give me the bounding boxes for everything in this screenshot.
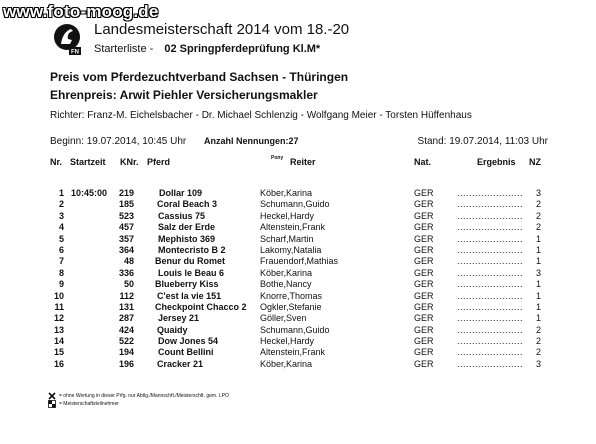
cell-nation: GER	[414, 188, 434, 198]
cell-nr: 4	[58, 222, 64, 233]
table-row	[0, 234, 596, 245]
cell-rider: Köber,Karina	[260, 188, 313, 198]
entries-count: Anzahl Nennungen:27	[204, 136, 299, 146]
col-start: Startzeit	[70, 157, 106, 167]
table-row	[0, 245, 596, 256]
cell-horse: Dollar 109	[159, 188, 203, 198]
col-nz: NZ	[529, 157, 541, 167]
cell-nz: 1	[535, 244, 541, 255]
cell-nr: 14	[53, 336, 64, 347]
cell-nation: GER	[414, 336, 434, 347]
cell-result: ......................	[457, 301, 524, 312]
cell-nr: 6	[58, 244, 64, 255]
cell-nr: 3	[58, 210, 64, 221]
competition-name: 02 Springpferdeprüfung Kl.M*	[164, 43, 321, 55]
cell-start-time: 10:45:00	[71, 188, 108, 198]
cell-knr: 48	[123, 256, 134, 267]
cell-result: ......................	[457, 324, 524, 335]
cell-nz: 1	[535, 256, 541, 267]
cell-nr: 7	[58, 256, 64, 267]
cell-rider: Lakomy,Natalia	[260, 244, 322, 255]
cell-result: ......................	[457, 290, 524, 301]
col-nr: Nr.	[50, 157, 63, 167]
cell-nation: GER	[414, 233, 434, 244]
cell-horse: Cracker 21	[157, 358, 204, 369]
table-row	[0, 313, 596, 324]
cell-horse: Coral Beach 3	[157, 199, 218, 210]
cell-nz: 3	[535, 188, 541, 198]
cell-nz: 2	[535, 199, 541, 210]
cell-knr: 522	[118, 336, 134, 347]
cell-result: ......................	[457, 256, 524, 267]
cell-rider: Altenstein,Frank	[260, 222, 326, 233]
cell-nr: 15	[53, 347, 64, 358]
cell-knr: 219	[118, 188, 134, 198]
page-title: Landesmeisterschaft 2014 vom 18.-20	[94, 21, 350, 38]
col-knr: KNr.	[120, 157, 139, 167]
cell-result: ......................	[457, 358, 524, 369]
cell-nr: 2	[58, 199, 64, 210]
cell-nr: 11	[54, 301, 64, 312]
begin-time: Beginn: 19.07.2014, 10:45 Uhr	[50, 136, 187, 147]
cell-knr: 112	[119, 290, 134, 301]
cell-nation: GER	[414, 290, 434, 301]
cell-horse: Cassius 75	[158, 210, 206, 221]
cell-knr: 50	[123, 279, 134, 290]
table-row	[0, 188, 596, 199]
cell-horse: Jersey 21	[158, 313, 200, 324]
cell-horse: Montecristo B 2	[158, 244, 226, 255]
cell-nz: 1	[535, 233, 541, 244]
cell-knr: 287	[118, 313, 134, 324]
status-time: Stand: 19.07.2014, 11:03 Uhr	[417, 136, 548, 147]
cell-rider: Scharf,Martin	[260, 233, 314, 244]
cell-nr: 16	[53, 358, 64, 369]
cell-knr: 457	[118, 222, 134, 233]
cell-nz: 2	[535, 222, 541, 233]
cell-nr: 12	[53, 313, 64, 324]
timing-info	[50, 136, 548, 147]
cell-knr: 364	[118, 244, 134, 255]
table-row	[0, 256, 596, 267]
cell-rider: Ogkler,Stefanie	[260, 301, 322, 312]
starter-list-label: Starterliste -	[94, 43, 154, 55]
cell-result: ......................	[457, 199, 524, 210]
cell-nation: GER	[414, 347, 434, 358]
cell-rider: Köber,Karina	[260, 358, 313, 369]
judges-list: Richter: Franz-M. Eichelsbacher - Dr. Michael Schlenzig - Wolfgang Meier - Torsten Hüffenhaus	[50, 110, 472, 121]
cell-rider: Bothe,Nancy	[260, 279, 312, 290]
cell-rider: Göller,Sven	[260, 313, 307, 324]
cell-result: ......................	[457, 244, 524, 255]
checkered-flag-icon	[48, 400, 56, 408]
starter-table	[0, 188, 596, 370]
col-pony: Pony	[271, 155, 284, 161]
cell-rider: Schumann,Guido	[260, 199, 330, 210]
cell-horse: Benur du Romet	[155, 256, 226, 267]
cell-nr: 10	[53, 290, 64, 301]
cell-result: ......................	[457, 313, 524, 324]
svg-text:FN: FN	[71, 49, 79, 56]
cell-rider: Heckel,Hardy	[260, 336, 315, 347]
cell-nz: 1	[535, 301, 541, 312]
col-horse: Pferd	[147, 157, 171, 167]
legend	[48, 392, 229, 408]
cell-nr: 1	[58, 188, 64, 198]
cell-nz: 3	[535, 358, 541, 369]
legend-participant: = Meisterschaftsteilnehmer	[59, 401, 119, 407]
cell-rider: Frauendorf,Mathias	[260, 256, 339, 267]
cell-nz: 1	[535, 313, 541, 324]
cell-rider: Heckel,Hardy	[260, 210, 315, 221]
table-row	[0, 347, 596, 358]
cell-horse: Blueberry Kiss	[155, 279, 219, 290]
cell-nation: GER	[414, 301, 434, 312]
cell-horse: Quaidy	[157, 324, 188, 335]
col-rider: Reiter	[290, 157, 316, 167]
cell-nation: GER	[414, 244, 434, 255]
cell-nr: 13	[53, 324, 64, 335]
cell-rider: Altenstein,Frank	[260, 347, 326, 358]
cell-horse: Dow Jones 54	[158, 336, 219, 347]
cell-result: ......................	[457, 222, 524, 233]
cell-result: ......................	[457, 279, 524, 290]
cell-knr: 424	[118, 324, 134, 335]
cell-horse: C'est la vie 151	[157, 290, 222, 301]
cell-nz: 2	[535, 336, 541, 347]
legend-row-participant	[48, 400, 229, 408]
fn-logo	[52, 22, 82, 56]
cell-nz: 1	[535, 290, 541, 301]
cell-knr: 131	[118, 301, 134, 312]
cell-nz: 2	[535, 210, 541, 221]
cell-nz: 1	[535, 279, 541, 290]
table-row	[0, 222, 596, 233]
table-row	[0, 291, 596, 302]
cell-nation: GER	[414, 279, 434, 290]
cell-nation: GER	[414, 313, 434, 324]
cell-nz: 2	[535, 347, 541, 358]
cell-nation: GER	[414, 210, 434, 221]
cell-result: ......................	[457, 267, 524, 278]
cell-nation: GER	[414, 199, 434, 210]
table-row	[0, 359, 596, 370]
cell-nr: 9	[58, 279, 64, 290]
cell-result: ......................	[457, 347, 524, 358]
honor-prize: Ehrenpreis: Arwit Piehler Versicherungsmakler	[50, 88, 318, 102]
table-row	[0, 325, 596, 336]
prize-sponsor: Preis vom Pferdezuchtverband Sachsen - Thüringen	[50, 70, 349, 84]
legend-no-score: = ohne Wertung in dieser Prfg. nur Abtlg./Mannschft./Meisterschft. gem. LPO	[59, 393, 229, 399]
cell-nz: 3	[535, 267, 541, 278]
watermark-text: www.foto-moog.de	[3, 2, 159, 21]
col-nat: Nat.	[414, 157, 432, 167]
cell-rider: Köber,Karina	[260, 267, 313, 278]
cell-nz: 2	[535, 324, 541, 335]
cell-horse: Salz der Erde	[158, 222, 216, 233]
cell-horse: Louis le Beau 6	[158, 267, 225, 278]
table-row	[0, 336, 596, 347]
cell-result: ......................	[457, 336, 524, 347]
cell-nation: GER	[414, 358, 434, 369]
cell-horse: Checkpoint Chacco 2	[155, 301, 247, 312]
cell-rider: Schumann,Guido	[260, 324, 330, 335]
cell-knr: 336	[118, 267, 134, 278]
cell-nr: 8	[58, 267, 64, 278]
cell-horse: Mephisto 369	[158, 233, 216, 244]
table-row	[0, 302, 596, 313]
cell-knr: 194	[118, 347, 134, 358]
competition-subtitle	[94, 43, 320, 55]
table-row	[0, 268, 596, 279]
cell-nation: GER	[414, 256, 434, 267]
cell-nation: GER	[414, 267, 434, 278]
cell-result: ......................	[457, 233, 524, 244]
cell-nation: GER	[414, 324, 434, 335]
table-row	[0, 211, 596, 222]
col-result: Ergebnis	[477, 157, 516, 167]
cell-knr: 523	[118, 210, 134, 221]
cell-rider: Knorre,Thomas	[260, 290, 323, 301]
cell-horse: Count Bellini	[158, 347, 214, 358]
cell-result: ......................	[457, 188, 524, 198]
cell-knr: 196	[118, 358, 134, 369]
cell-knr: 357	[118, 233, 134, 244]
cell-result: ......................	[457, 210, 524, 221]
cell-nr: 5	[58, 233, 64, 244]
cross-icon	[48, 392, 56, 400]
cell-knr: 185	[118, 199, 134, 210]
cell-nation: GER	[414, 222, 434, 233]
table-row	[0, 279, 596, 290]
legend-row-no-score	[48, 392, 229, 400]
table-row	[0, 199, 596, 210]
